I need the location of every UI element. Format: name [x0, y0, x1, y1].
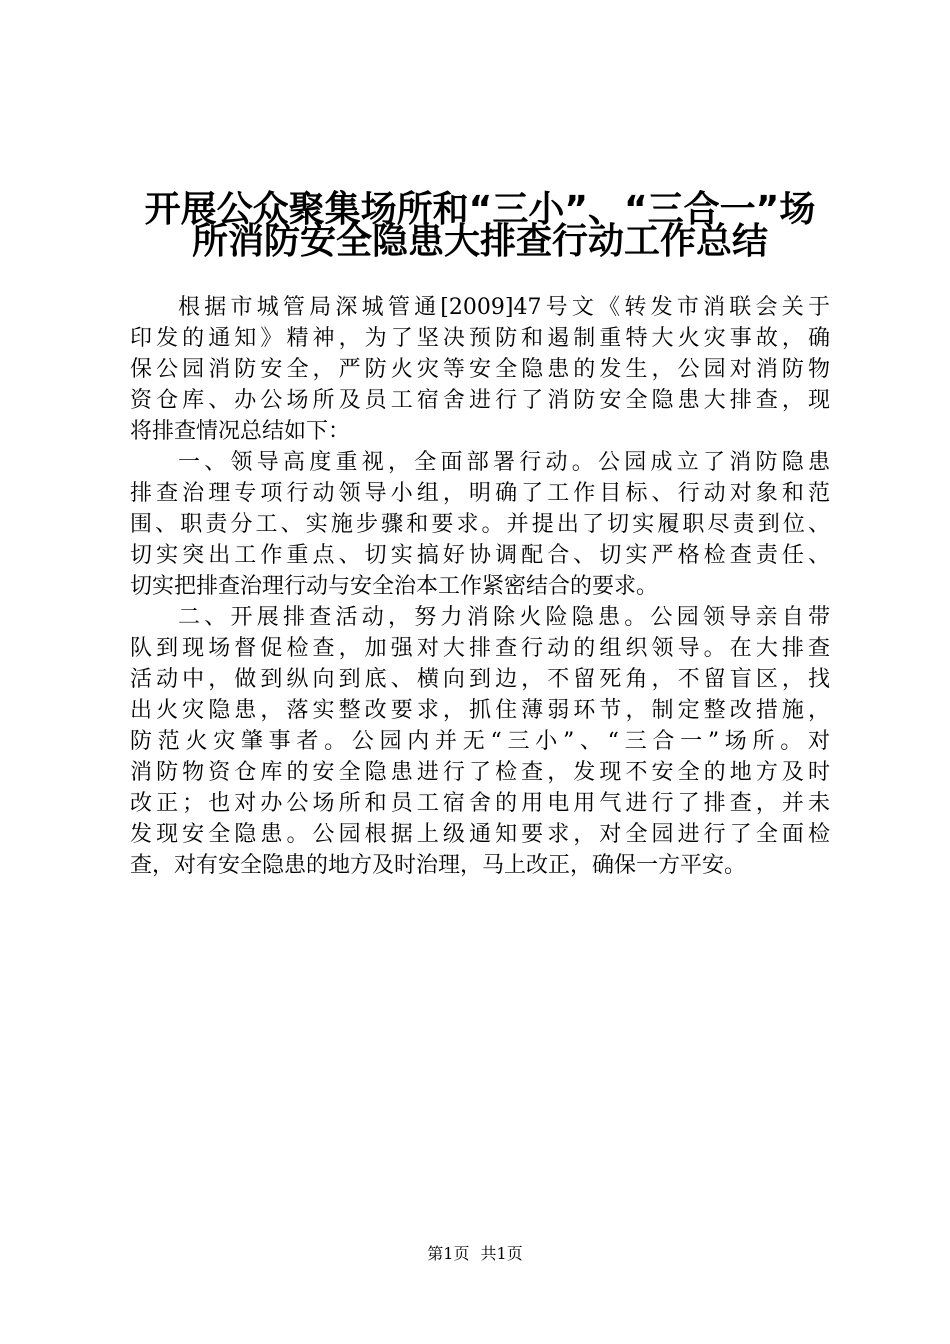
page-number: 第1页	[427, 1244, 470, 1263]
page-total: 共1页	[480, 1244, 523, 1263]
paragraph-line: 查，对有安全隐患的地方及时治理，马上改正，确保一方平安。	[130, 853, 747, 878]
paragraph-line: 围、职责分工、实施步骤和要求。并提出了切实履职尽责到位、	[130, 512, 830, 537]
paragraph-line: 出火灾隐患，落实整改要求，抓住薄弱环节，制定整改措施，	[130, 698, 830, 723]
paragraph-line: 将排查情况总结如下：	[130, 419, 351, 444]
paragraph-line: 防范火灾肇事者。公园内并无“三小”、“三合一”场所。对	[130, 729, 830, 754]
page-footer	[0, 1244, 950, 1264]
paragraph-3	[130, 602, 830, 881]
paragraph-line: 切实突出工作重点、切实搞好协调配合、切实严格检查责任、	[130, 543, 830, 568]
paragraph-line: 切实把排查治理行动与安全治本工作紧密结合的要求。	[130, 574, 659, 599]
paragraph-2	[130, 447, 830, 602]
paragraph-line: 二、开展排查活动，努力消除火险隐患。公园领导亲自带	[178, 605, 830, 630]
document-title-line-1: 开展公众聚集场所和“三小”、“三合一”场	[144, 189, 816, 230]
paragraph-line: 一、领导高度重视，全面部署行动。公园成立了消防隐患	[178, 450, 830, 475]
paragraph-line: 消防物资仓库的安全隐患进行了检查，发现不安全的地方及时	[130, 760, 830, 785]
paragraph-line: 队到现场督促检查，加强对大排查行动的组织领导。在大排查	[130, 636, 830, 661]
paragraph-1	[130, 292, 830, 447]
paragraph-line: 保公园消防安全，严防火灾等安全隐患的发生，公园对消防物	[130, 357, 830, 382]
paragraph-line: 根据市城管局深城管通[2009]47号文《转发市消联会关于	[178, 295, 830, 320]
document-title-line-2: 所消防安全隐患大排查行动工作总结	[191, 221, 768, 262]
paragraph-line: 印发的通知》精神，为了坚决预防和遏制重特大火灾事故，确	[130, 326, 830, 351]
paragraph-line: 发现安全隐患。公园根据上级通知要求，对全园进行了全面检	[130, 822, 830, 847]
paragraph-line: 排查治理专项行动领导小组，明确了工作目标、行动对象和范	[130, 481, 830, 506]
paragraph-line: 资仓库、办公场所及员工宿舍进行了消防安全隐患大排查，现	[130, 388, 830, 413]
document-body	[130, 292, 830, 881]
paragraph-line: 活动中，做到纵向到底、横向到边，不留死角，不留盲区，找	[130, 667, 830, 692]
paragraph-line: 改正；也对办公场所和员工宿舍的用电用气进行了排查，并未	[130, 791, 830, 816]
